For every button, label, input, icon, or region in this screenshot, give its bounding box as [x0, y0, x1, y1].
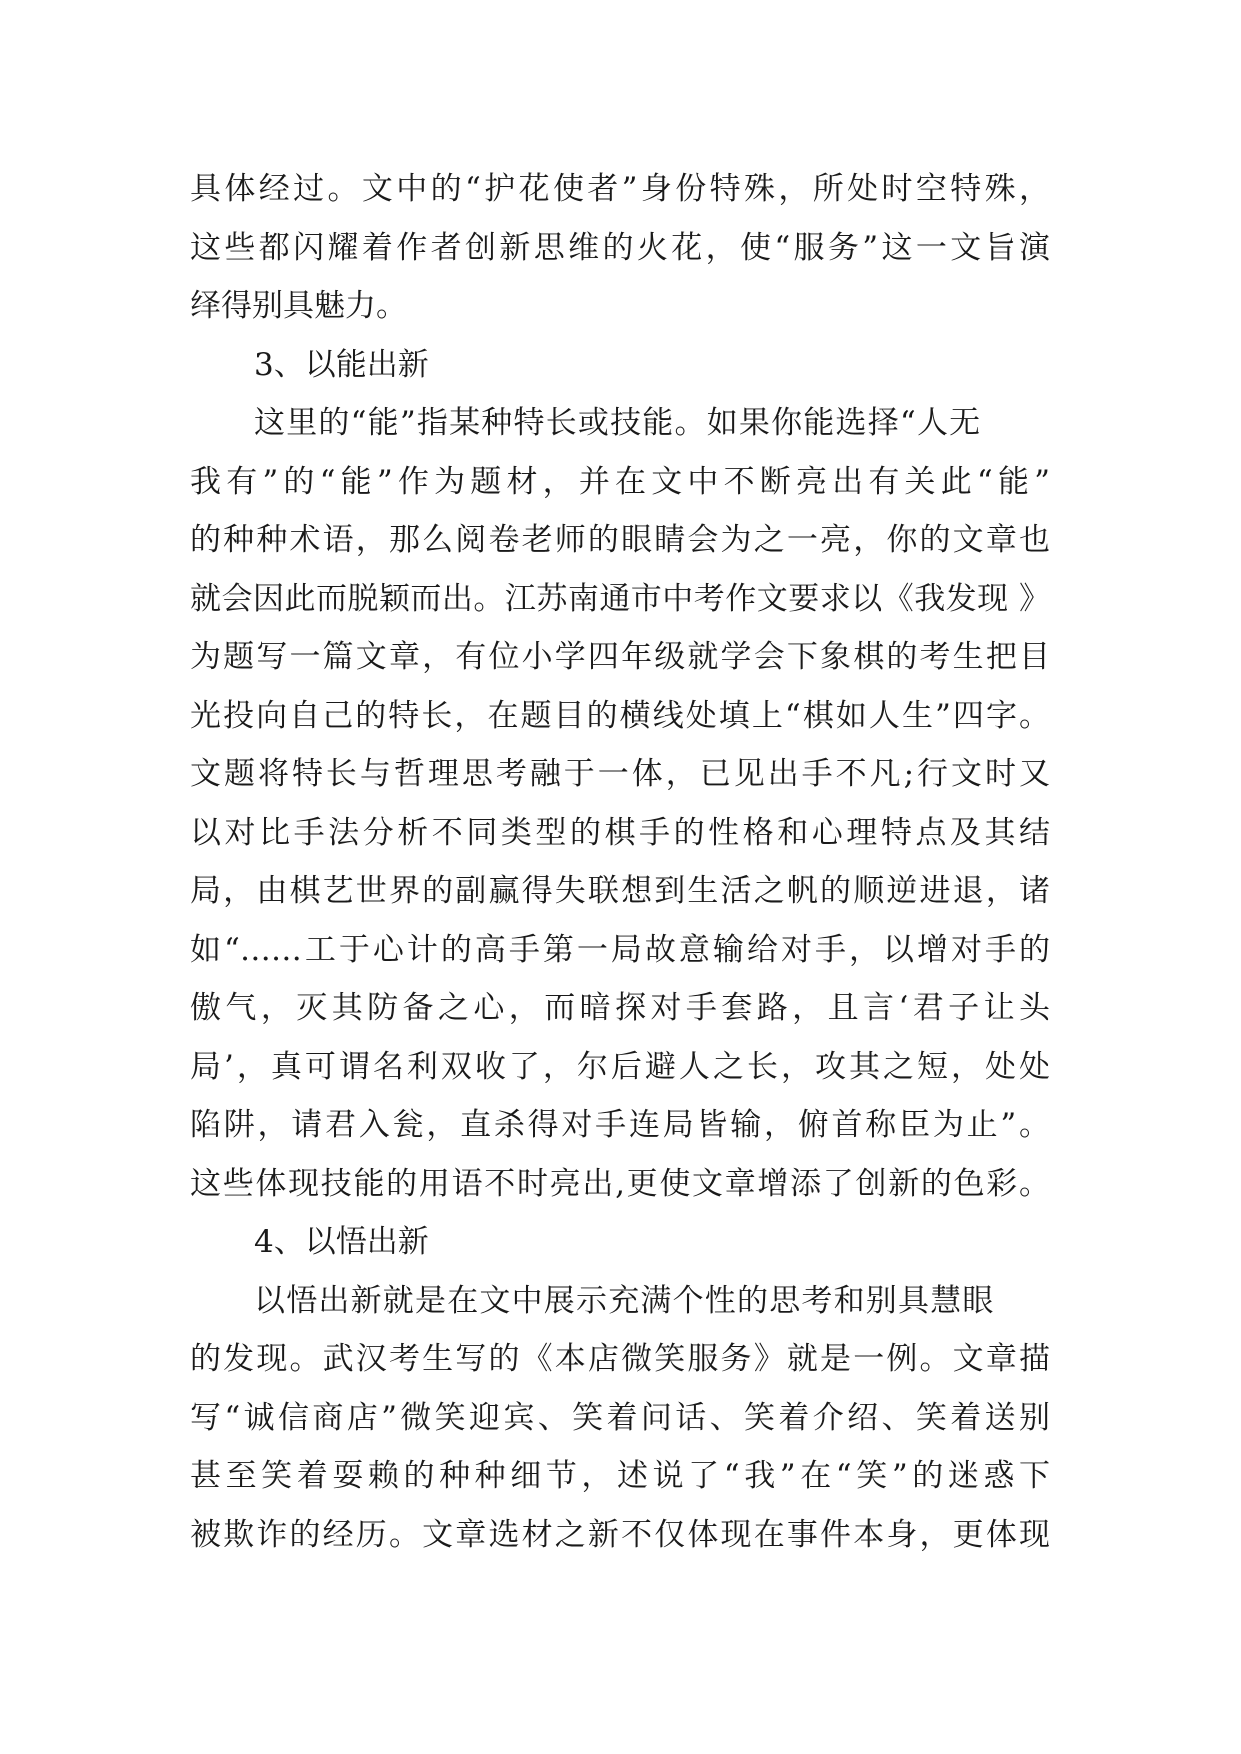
text-line: 为题写一篇文章，有位小学四年级就学会下象棋的考生把目 [190, 639, 1050, 675]
text-line: 傲气，灭其防备之心，而暗探对手套路，且言‘君子让头 [190, 990, 1050, 1026]
text-line: 绎得别具魅力。 [190, 288, 407, 324]
text-line: 甚至笑着耍赖的种种细节，述说了“我”在“笑”的迷惑下 [190, 1458, 1050, 1494]
text-line: 就会因此而脱颖而出。江苏南通市中考作文要求以《我发现 》 [190, 580, 1050, 617]
text-line: 局，由棋艺世界的副赢得失联想到生活之帆的顺逆进退，诸 [190, 873, 1050, 909]
text-line: 我有”的“能”作为题材，并在文中不断亮出有关此“能” [190, 463, 1050, 500]
text-line: 的种种术语，那么阅卷老师的眼睛会为之一亮，你的文章也 [190, 522, 1050, 558]
section-heading: 4、以悟出新 [254, 1224, 429, 1260]
text-line: 以对比手法分析不同类型的棋手的性格和心理特点及其结 [190, 814, 1050, 851]
text-line: 这些都闪耀着作者创新思维的火花，使“服务”这一文旨演 [190, 229, 1050, 266]
text-line: 文题将特长与哲理思考融于一体，已见出手不凡;行文时又 [190, 756, 1050, 792]
paragraph-first-line: 这里的“能”指某种特长或技能。如果你能选择“人无 [254, 405, 982, 441]
text-line: 写“诚信商店”微笑迎宾、笑着问话、笑着介绍、笑着送别 [190, 1399, 1050, 1436]
text-line: 局’，真可谓名利双收了，尔后避人之长，攻其之短，处处 [190, 1048, 1050, 1085]
text-line: 光投向自己的特长，在题目的横线处填上“棋如人生”四字。 [190, 697, 1050, 734]
text-line: 的发现。武汉考生写的《本店微笑服务》就是一例。文章描 [190, 1341, 1050, 1377]
text-line: 这些体现技能的用语不时亮出,更使文章增添了创新的色彩。 [190, 1165, 1050, 1202]
text-line: 被欺诈的经历。文章选材之新不仅体现在事件本身，更体现 [190, 1516, 1050, 1553]
text-line: 具体经过。文中的“护花使者”身份特殊，所处时空特殊， [190, 171, 1050, 207]
document-page [190, 160, 1050, 1564]
text-line: 陷阱，请君入瓮，直杀得对手连局皆输，俯首称臣为止”。 [190, 1107, 1050, 1143]
section-heading: 3、以能出新 [254, 346, 429, 383]
text-line: 如“……工于心计的高手第一局故意输给对手，以增对手的 [190, 931, 1050, 968]
paragraph-first-line: 以悟出新就是在文中展示充满个性的思考和别具慧眼 [254, 1282, 995, 1319]
